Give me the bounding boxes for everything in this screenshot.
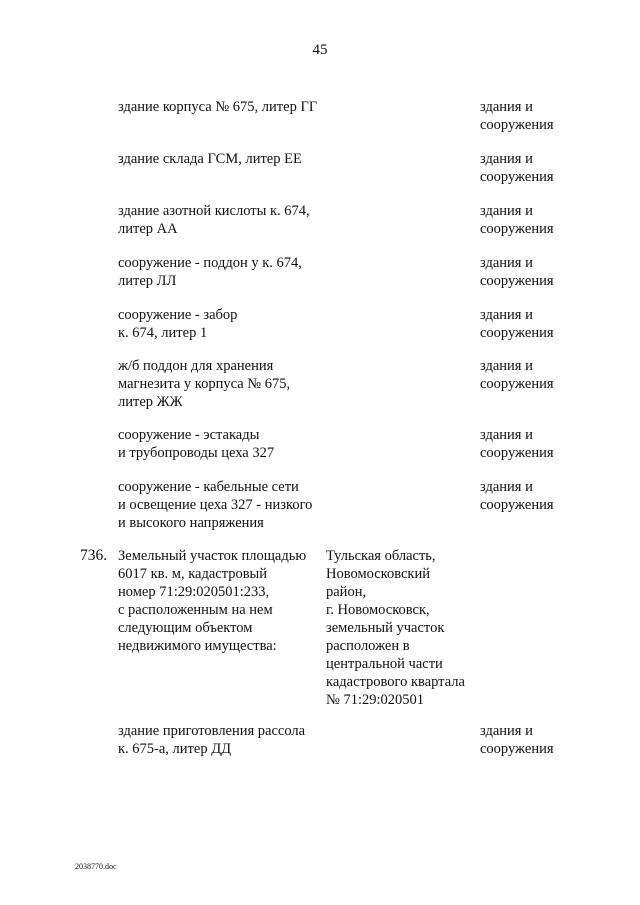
entry-location: Тульская область, Новомосковский район, г. Новомосковск, земельный участок расположен в центральной части кадастрового квартала № 71:29:020501 [326,548,465,708]
item-name-4: сооружение - поддон у к. 674, литер ЛЛ [118,255,302,289]
last-item-name: здание приготовления рассола к. 675-а, литер ДД [118,723,306,757]
item-name-5: сооружение - забор к. 674, литер 1 [118,307,238,341]
item-category-5: здания и сооружения [480,307,554,341]
item-name-6: ж/б поддон для хранения магнезита у корпуса № 675, литер ЖЖ [118,358,291,410]
item-name-7: сооружение - эстакады и трубопроводы цеха 327 [118,427,275,461]
item-category-8: здания и сооружения [480,479,554,513]
item-category-7: здания и сооружения [480,427,554,461]
item-name-1: здание корпуса № 675, литер ГГ [118,99,318,115]
entry-number: 736. [80,547,108,564]
item-category-6: здания и сооружения [480,358,554,392]
page-number: 45 [312,42,328,58]
last-item-category: здания и сооружения [480,723,554,757]
item-category-4: здания и сооружения [480,255,554,289]
item-name-3: здание азотной кислоты к. 674, литер АА [118,203,310,237]
item-category-3: здания и сооружения [480,203,554,237]
item-category-2: здания и сооружения [480,151,554,185]
item-name-2: здание склада ГСМ, литер ЕЕ [118,151,302,167]
footer-filename: 2038770.doc [75,862,117,871]
entry-description: Земельный участок площадью 6017 кв. м, кадастровый номер 71:29:020501:233, с расположенным на нем следующим объектом недвижимого имущества: [118,548,307,654]
item-name-8: сооружение - кабельные сети и освещение цеха 327 - низкого и высокого напряжения [118,479,313,531]
item-category-1: здания и сооружения [480,99,554,133]
